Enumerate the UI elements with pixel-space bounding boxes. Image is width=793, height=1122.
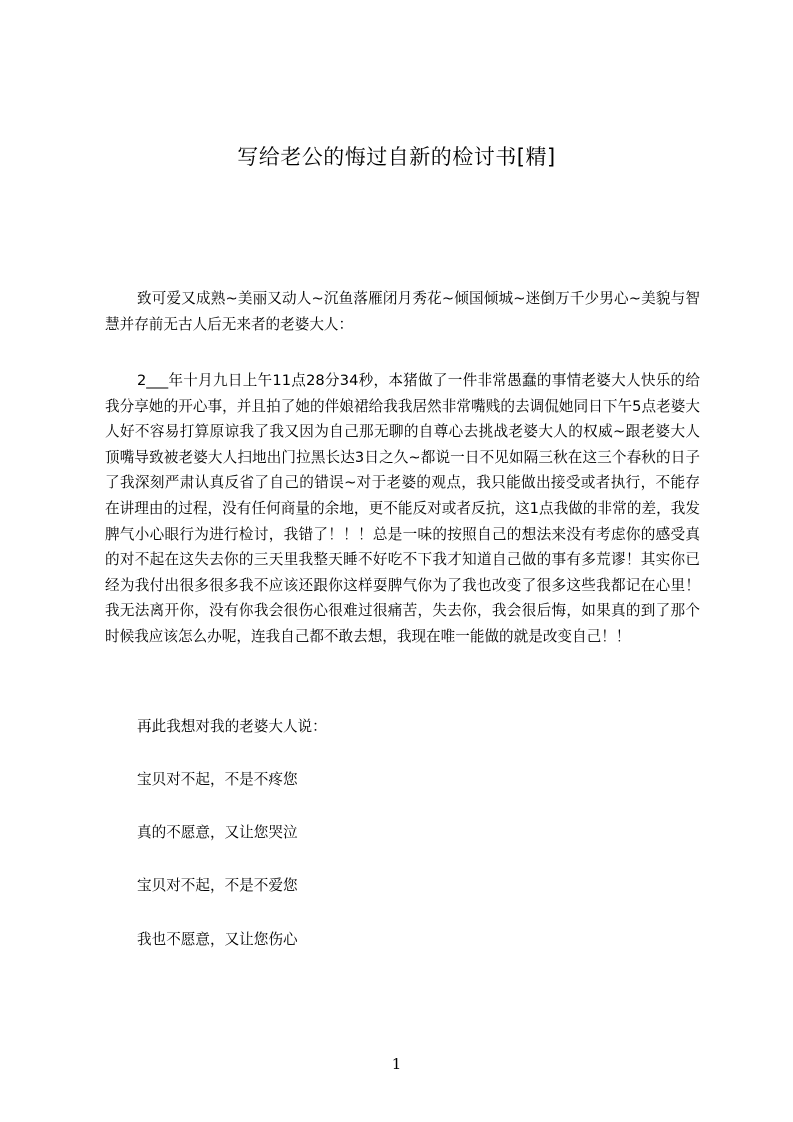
verse-line: 宝贝对不起，不是不爱您 [137,877,298,894]
page-number: 1 [391,1055,402,1073]
verse-line: 我也不愿意，又让您伤心 [137,931,298,948]
apology-paragraph: 2___年十月九日上午11点28分34秒，本猪做了一件非常愚蠢的事情老婆大人快乐的给我分享她的开心事，并且拍了她的伴娘裙给我我居然非常嘴贱的去调侃她同日下午5点老婆大人好不容易打算原谅我了我又因为自己那无聊的自尊心去挑战老婆大人的权威~跟老婆大人顶嘴导致被老婆大人扫地出门拉黑长达3日之久~都说一日不见如隔三秋在这三个春秋的日子了我深刻严肃认真反省了自己的错误~对于老婆的观点，我只能做出接受或者执行，不能存在讲理由的过程，没有任何商量的余地，更不能反对或者反抗，这1点我做的非常的差，我发脾气小心眼行为进行检讨，我错了！！！总是一味的按照自己的想法来没有考虑你的感受真的对不起在这失去你的三天里我整天睡不好吃不下我才知道自己做的事有多荒谬！其实你已经为我付出很多很多我不应该还跟你这样耍脾气你为了我也改变了很多这些我都记在心里！我无法离开你，没有你我会很伤心很难过很痛苦，失去你，我会很后悔，如果真的到了那个时候我应该怎么办呢，连我自己都不敢去想，我现在唯一能做的就是改变自己！！ [105,372,700,645]
salutation-paragraph: 致可爱又成熟~美丽又动人~沉鱼落雁闭月秀花~倾国倾城~迷倒万千少男心~美貌与智慧并存前无古人后无来者的老婆大人： [105,290,700,333]
document-title: 写给老公的悔过自新的检讨书[精] [237,145,556,169]
verse-line: 宝贝对不起，不是不疼您 [137,771,298,788]
verse-line: 真的不愿意，又让您哭泣 [137,824,298,841]
intro-line: 再此我想对我的老婆大人说： [137,718,327,735]
